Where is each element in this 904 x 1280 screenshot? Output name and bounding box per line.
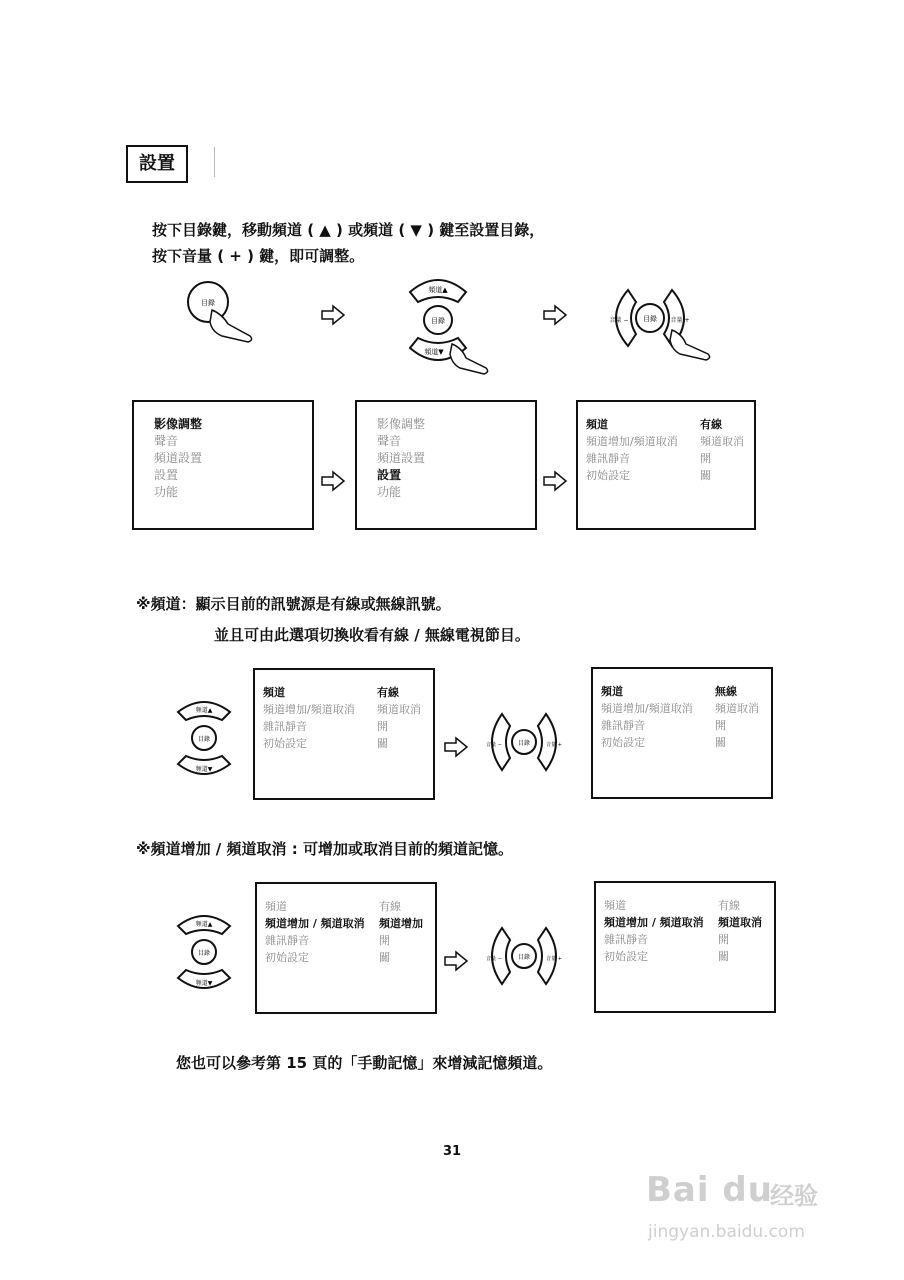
row-noise-mute-value: 開 bbox=[700, 452, 711, 465]
row-add-cancel-label: 頻道增加/頻道取消 bbox=[263, 703, 355, 716]
menu-button-label: 目錄 bbox=[517, 740, 531, 747]
note-channel-line-2: 並且可由此選項切換收看有線 / 無線電視節目。 bbox=[214, 626, 530, 644]
add-before-screen bbox=[255, 882, 437, 1014]
margin-mark bbox=[214, 147, 215, 177]
channel-buttons-illustration bbox=[174, 696, 234, 784]
row-add-cancel-label: 頻道增加/頻道取消 bbox=[601, 702, 693, 715]
add-after-screen bbox=[594, 881, 776, 1013]
next-arrow-icon bbox=[542, 304, 568, 326]
press-volume-illustration bbox=[602, 286, 724, 370]
menu-screen-setup-submenu bbox=[576, 400, 756, 530]
row-add-cancel-value: 頻道取消 bbox=[377, 703, 421, 716]
channel-up-label: 頻道▲ bbox=[428, 286, 448, 294]
menu-button-label: 目錄 bbox=[431, 317, 445, 325]
hand-icon bbox=[670, 330, 710, 360]
volume-minus-label: 音量 − bbox=[609, 317, 629, 324]
row-channel-label: 頻道 bbox=[265, 900, 287, 913]
channel-down-label: 頻道▼ bbox=[195, 766, 213, 773]
row-channel-label: 頻道 bbox=[601, 685, 623, 698]
volume-minus-label: 音量 − bbox=[486, 742, 502, 748]
menu-button-label: 目錄 bbox=[197, 950, 211, 957]
page-number: 31 bbox=[442, 1144, 462, 1159]
watermark-url: jingyan.baidu.com bbox=[648, 1222, 805, 1242]
next-arrow-icon bbox=[320, 470, 346, 492]
row-initial-setting-label: 初始設定 bbox=[586, 469, 630, 482]
row-channel-value: 有線 bbox=[700, 418, 722, 431]
row-channel-label: 頻道 bbox=[586, 418, 608, 431]
menu-button-label: 目錄 bbox=[197, 736, 211, 743]
volume-buttons-illustration bbox=[480, 926, 572, 988]
next-arrow-icon bbox=[443, 736, 469, 758]
row-noise-mute-value: 開 bbox=[715, 719, 726, 732]
channel-before-screen bbox=[253, 668, 435, 800]
row-add-cancel-value: 頻道取消 bbox=[715, 702, 759, 715]
row-channel-value: 有線 bbox=[379, 900, 401, 913]
menu-item-setup: 設置 bbox=[377, 468, 402, 482]
menu-item-image: 影像調整 bbox=[154, 417, 203, 431]
row-channel-value: 無線 bbox=[715, 685, 737, 698]
note-channel-line-1: ※頻道：顯示目前的訊號源是有線或無線訊號。 bbox=[136, 595, 451, 613]
row-add-cancel-value: 頻道取消 bbox=[700, 435, 744, 448]
row-add-cancel-value: 頻道增加 bbox=[379, 917, 423, 930]
channel-after-screen bbox=[591, 667, 773, 799]
row-noise-mute-value: 開 bbox=[377, 720, 388, 733]
hand-icon bbox=[450, 344, 488, 374]
volume-plus-label: 音量 + bbox=[670, 317, 690, 324]
row-noise-mute-value: 開 bbox=[718, 933, 729, 946]
menu-item-setup: 設置 bbox=[154, 468, 179, 482]
footer-note: 您也可以參考第 15 頁的「手動記憶」來增減記憶頻道。 bbox=[176, 1054, 553, 1072]
menu-item-function: 功能 bbox=[377, 485, 402, 499]
next-arrow-icon bbox=[542, 470, 568, 492]
volume-plus-label: 音量 + bbox=[546, 742, 562, 748]
row-initial-setting-label: 初始設定 bbox=[265, 951, 309, 964]
menu-button-label: 目錄 bbox=[517, 954, 531, 961]
channel-down-label: 頻道▼ bbox=[195, 980, 213, 987]
row-initial-setting-label: 初始設定 bbox=[263, 737, 307, 750]
row-channel-value: 有線 bbox=[377, 686, 399, 699]
row-add-cancel-label: 頻道增加/頻道取消 bbox=[586, 435, 678, 448]
watermark-cn: 经验 bbox=[770, 1182, 818, 1210]
section-title: 設置 bbox=[126, 145, 188, 183]
row-channel-label: 頻道 bbox=[263, 686, 285, 699]
row-noise-mute-label: 雜訊靜音 bbox=[601, 719, 645, 732]
menu-item-channel-setup: 頻道設置 bbox=[154, 451, 203, 465]
instruction-line-1: 按下目錄鍵，移動頻道 ( ▲ ) 或頻道 ( ▼ ) 鍵至設置目錄， bbox=[152, 221, 545, 239]
channel-buttons-illustration bbox=[174, 910, 234, 998]
volume-plus-label: 音量 + bbox=[546, 956, 562, 962]
hand-icon bbox=[210, 310, 252, 342]
menu-item-function: 功能 bbox=[154, 485, 179, 499]
volume-minus-label: 音量 − bbox=[486, 956, 502, 962]
menu-screen-image bbox=[132, 400, 314, 530]
instruction-line-2: 按下音量 ( + ) 鍵，即可調整。 bbox=[152, 247, 365, 265]
menu-item-image: 影像調整 bbox=[377, 417, 426, 431]
menu-item-channel-setup: 頻道設置 bbox=[377, 451, 426, 465]
row-initial-setting-value: 關 bbox=[377, 737, 388, 750]
row-initial-setting-value: 關 bbox=[700, 469, 711, 482]
press-menu-illustration bbox=[182, 280, 262, 346]
volume-buttons-illustration bbox=[480, 712, 572, 774]
row-initial-setting-value: 關 bbox=[718, 950, 729, 963]
row-noise-mute-label: 雜訊靜音 bbox=[586, 452, 630, 465]
row-noise-mute-value: 開 bbox=[379, 934, 390, 947]
row-initial-setting-value: 關 bbox=[715, 736, 726, 749]
next-arrow-icon bbox=[320, 304, 346, 326]
row-initial-setting-label: 初始設定 bbox=[604, 950, 648, 963]
row-add-cancel-value: 頻道取消 bbox=[718, 916, 762, 929]
row-channel-label: 頻道 bbox=[604, 899, 626, 912]
row-initial-setting-value: 關 bbox=[379, 951, 390, 964]
row-noise-mute-label: 雜訊靜音 bbox=[604, 933, 648, 946]
menu-item-sound: 聲音 bbox=[154, 434, 179, 448]
row-noise-mute-label: 雜訊靜音 bbox=[265, 934, 309, 947]
watermark-logo: Bai du bbox=[646, 1170, 773, 1210]
channel-up-label: 頻道▲ bbox=[195, 921, 213, 928]
menu-screen-setup-selected bbox=[355, 400, 537, 530]
channel-up-label: 頻道▲ bbox=[195, 707, 213, 714]
menu-item-sound: 聲音 bbox=[377, 434, 402, 448]
note-add-cancel: ※頻道增加 / 頻道取消 : 可增加或取消目前的頻道記憶。 bbox=[136, 840, 513, 858]
channel-down-label: 頻道▼ bbox=[424, 348, 444, 356]
menu-button-label: 目錄 bbox=[643, 315, 657, 323]
row-noise-mute-label: 雜訊靜音 bbox=[263, 720, 307, 733]
row-add-cancel-label: 頻道增加 / 頻道取消 bbox=[604, 916, 704, 929]
next-arrow-icon bbox=[443, 950, 469, 972]
row-add-cancel-label: 頻道增加 / 頻道取消 bbox=[265, 917, 365, 930]
menu-button-label: 目錄 bbox=[201, 299, 215, 307]
row-channel-value: 有線 bbox=[718, 899, 740, 912]
press-channel-illustration bbox=[404, 272, 500, 380]
row-initial-setting-label: 初始設定 bbox=[601, 736, 645, 749]
